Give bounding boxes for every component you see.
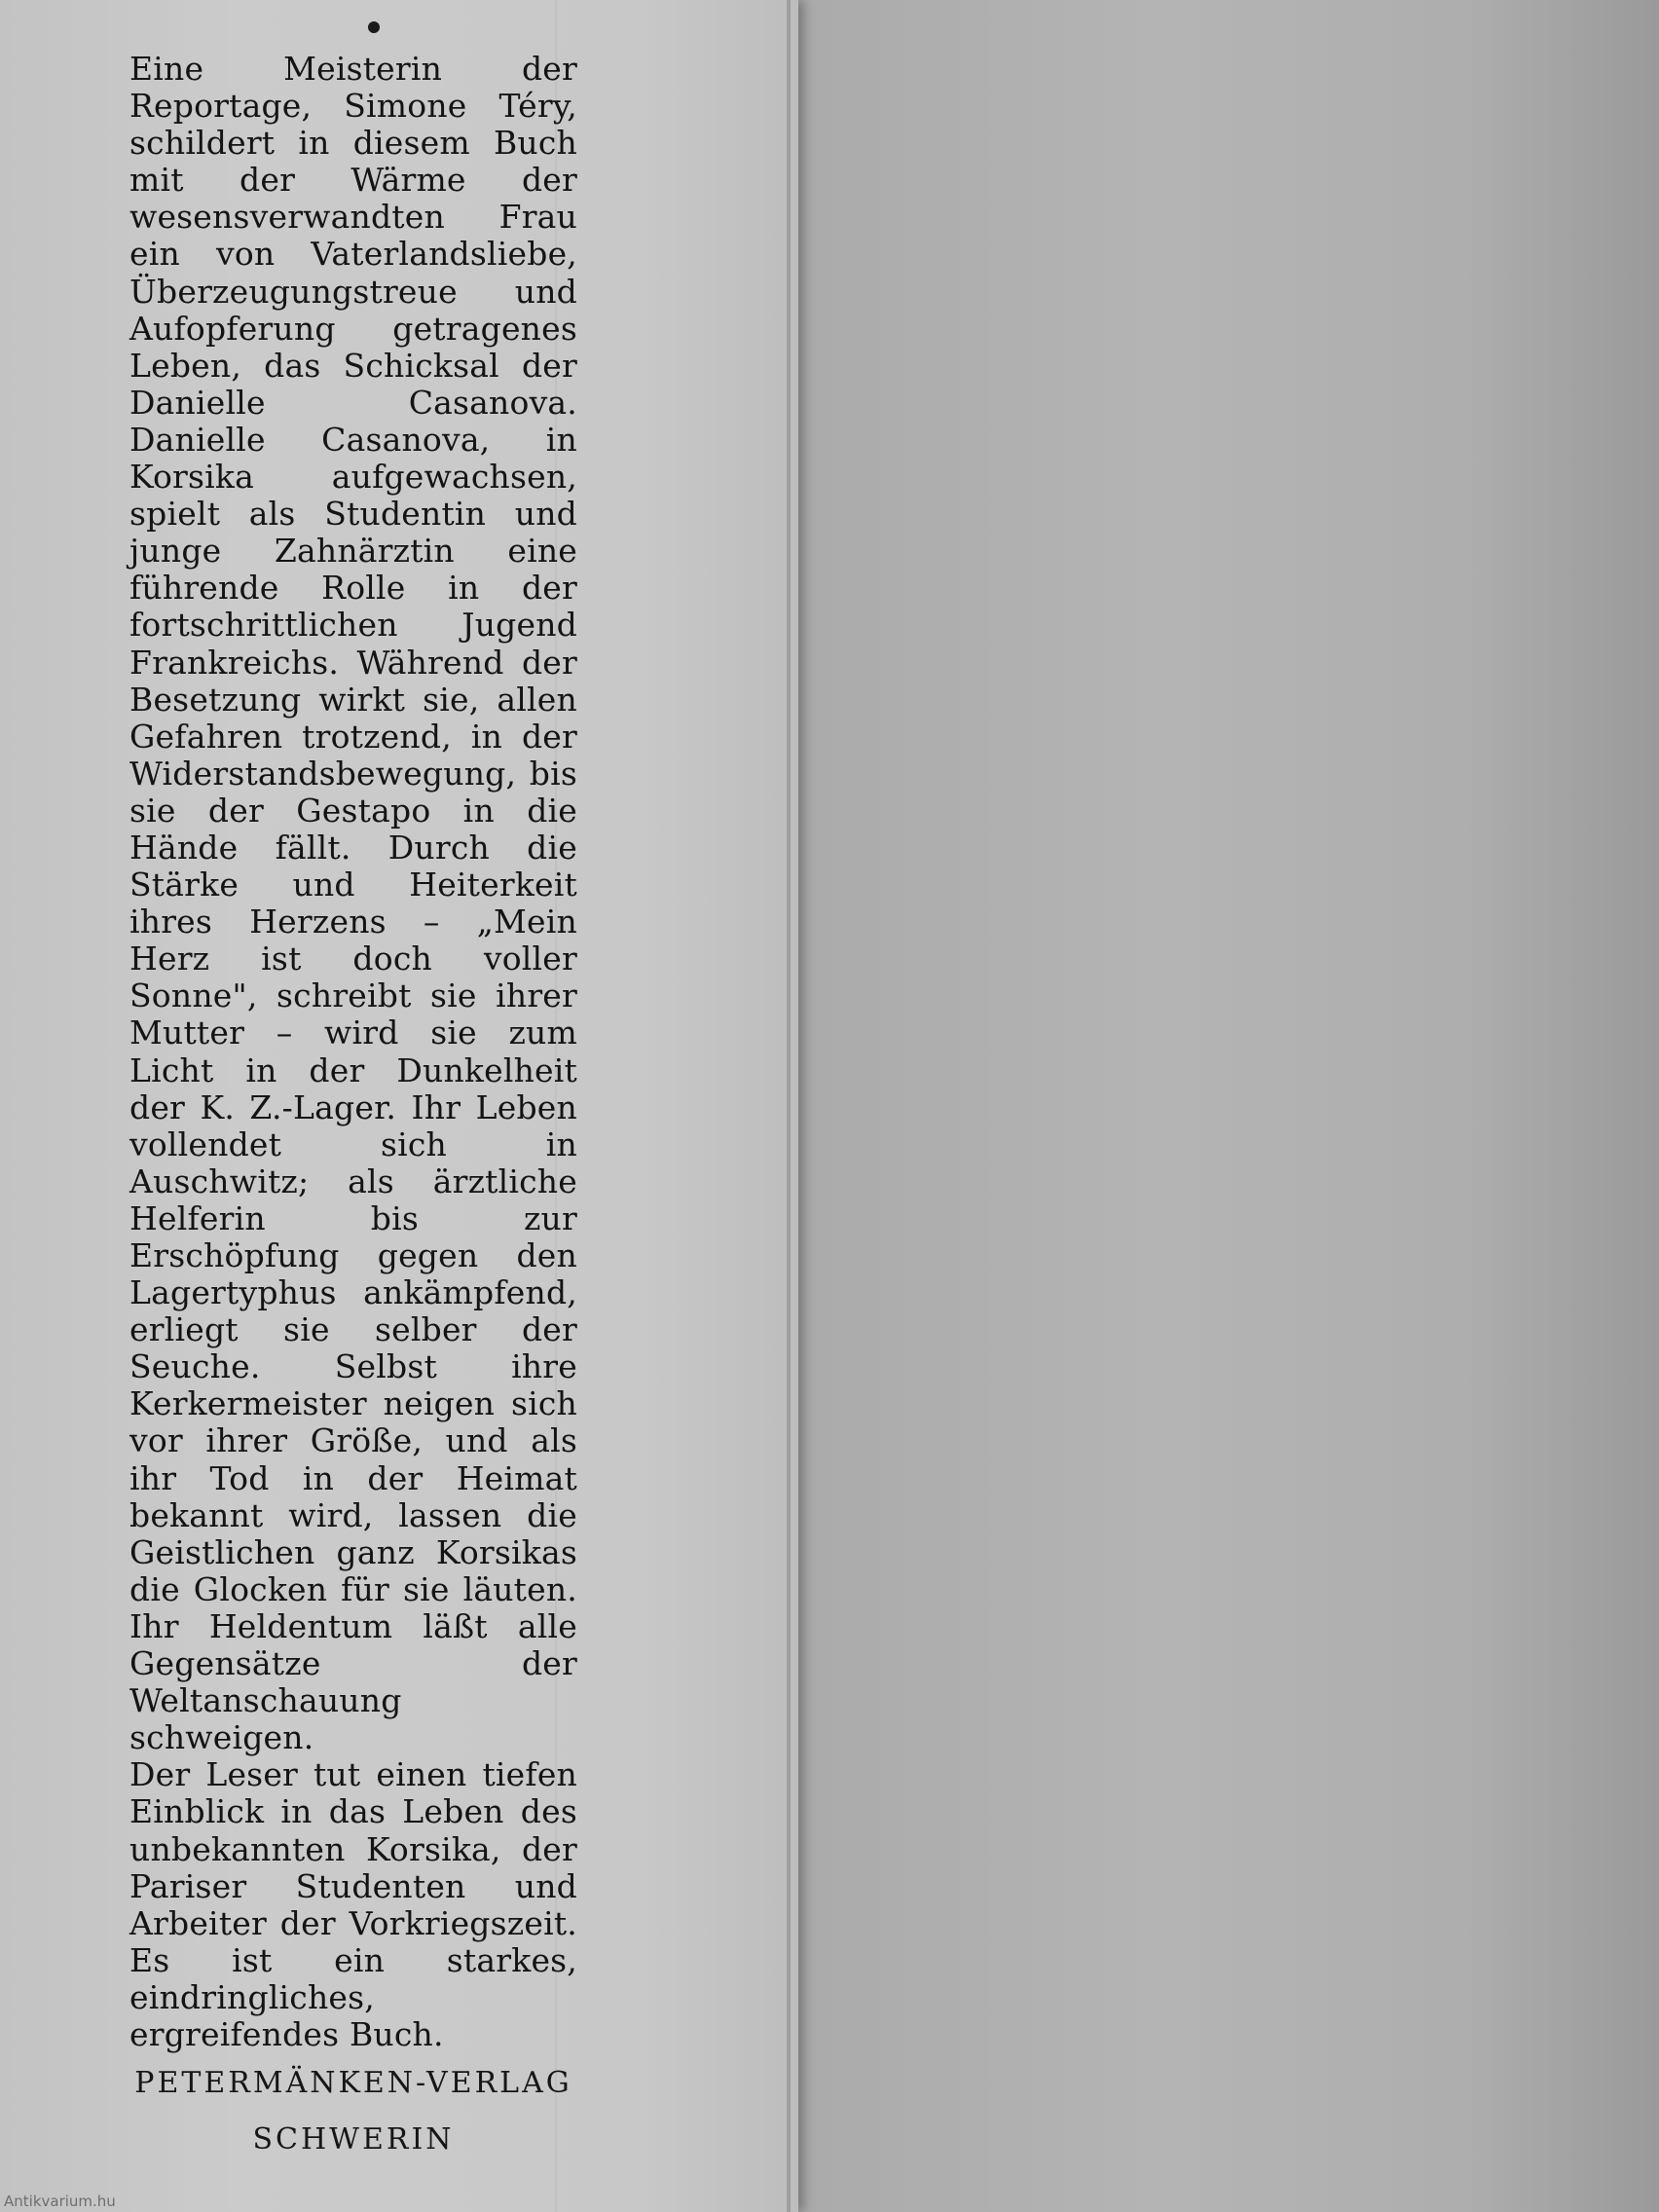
watermark: Antikvarium.hu: [4, 2193, 116, 2210]
publisher-city: SCHWERIN: [252, 2122, 455, 2157]
blurb-paragraph-2: Der Leser tut einen tiefen Einblick in das Leben des unbekannten Korsika, der Pariser Studenten und Arbeiter der Vorkriegszeit. Es ist ein starkes, eindringliches, ergreifendes Buch.: [129, 1755, 577, 2053]
publisher-name: PETERMÄNKEN-VERLAG: [134, 2066, 572, 2100]
blurb-paragraph-1: Eine Meisterin der Reportage, Simone Téry, schildert in diesem Buch mit der Wärme der wesensverwandten Frau ein von Vaterlandsliebe, Überzeugungstreue und Aufopferung getragenes Leben, das Schicksal der Danielle Casanova. Danielle Casanova, in Korsika aufgewachsen, spielt als Studentin und junge Zahnärztin eine führende Rolle in der fortschrittlichen Jugend Frankreichs. Während der Besetzung wirkt sie, allen Gefahren trotzend, in der Widerstandsbewegung, bis sie der Gestapo in die Hände fällt. Durch die Stärke und Heiterkeit ihres Herzens – „Mein Herz ist doch voller Sonne", schreibt sie ihrer Mutter – wird sie zum Licht in der Dunkelheit der K. Z.-Lager. Ihr Leben vollendet sich in Auschwitz; als ärztliche Helferin bis zur Erschöpfung gegen den Lagertyphus ankämpfend, erliegt sie selber der Seuche. Selbst ihre Kerkermeister neigen sich vor ihrer Größe, und als ihr Tod in der Heimat bekannt wird, lassen die Geistlichen ganz Korsikas die Glocken für sie läuten. Ihr Heldentum läßt alle Gegensätze der Weltanschauung schweigen.: [129, 50, 577, 1757]
flap-edge: [787, 0, 791, 2212]
ornament-dot: [368, 21, 380, 33]
book-flap: [0, 0, 798, 2212]
blurb-text: [129, 51, 577, 2053]
